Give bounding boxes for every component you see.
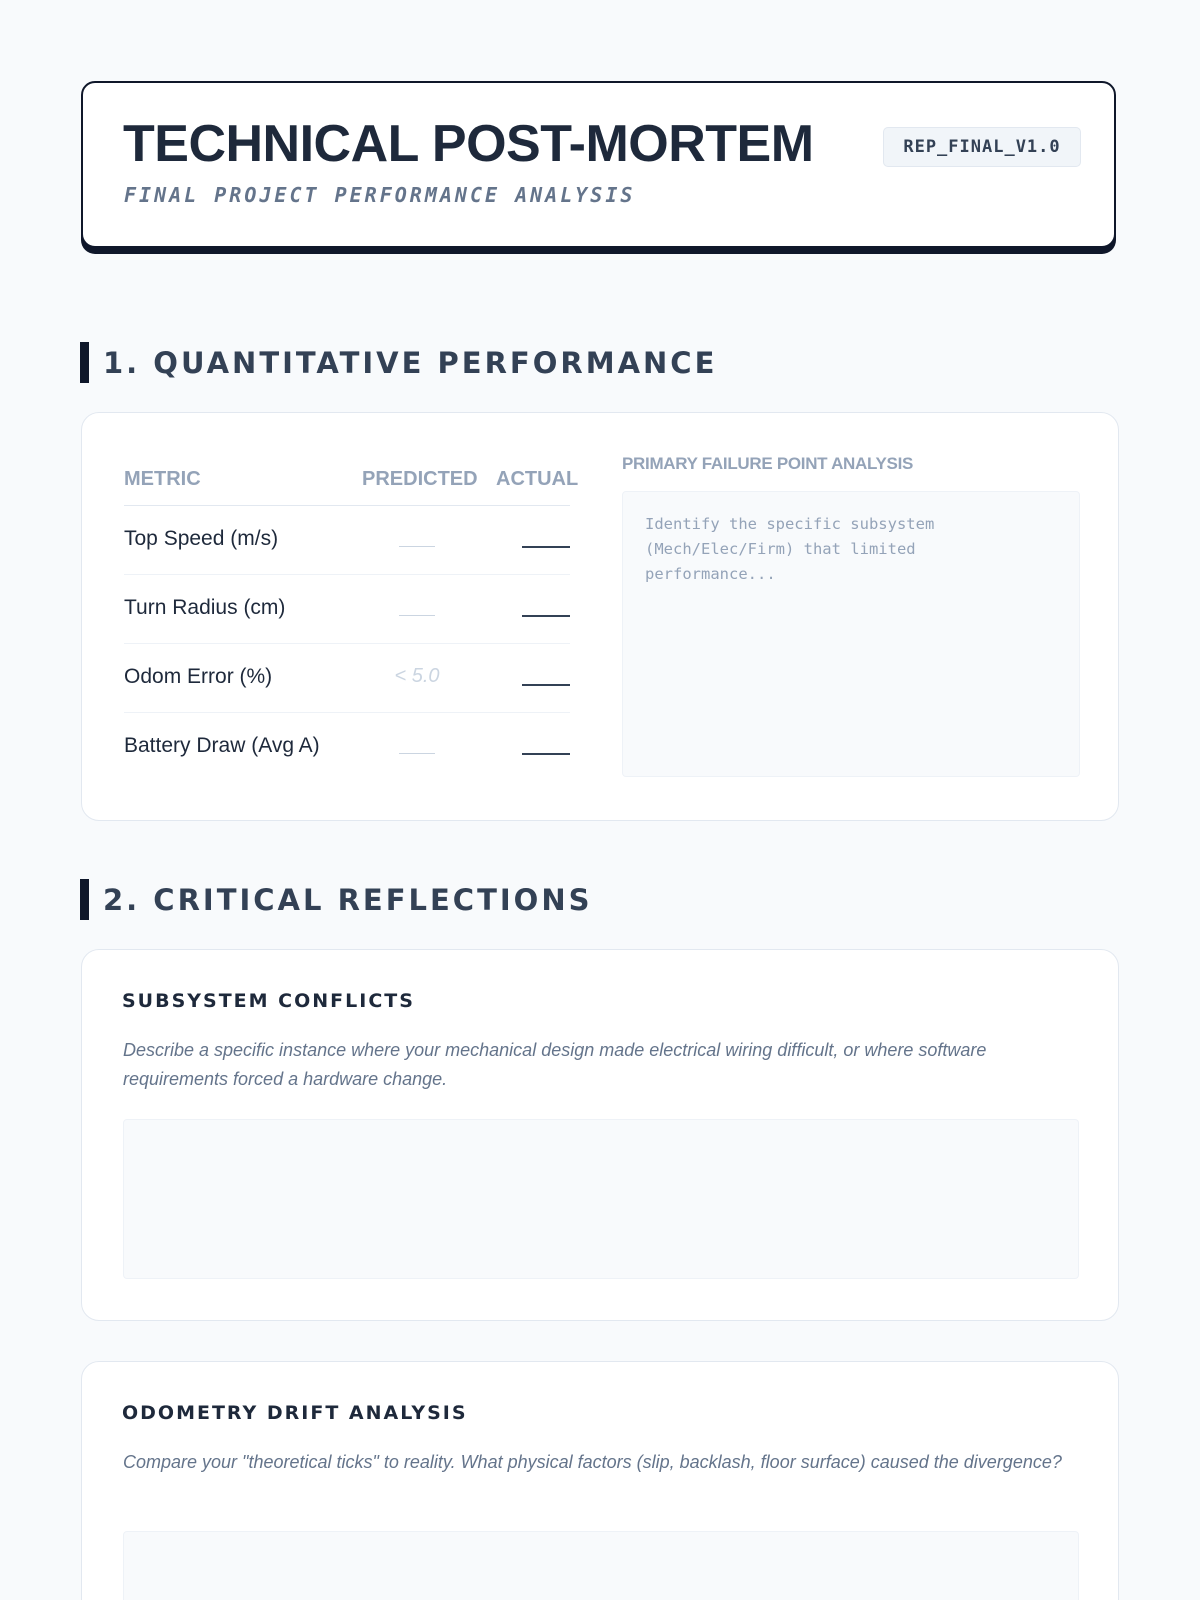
performance-card (81, 412, 1119, 821)
metric-name: Odom Error (%) (124, 665, 273, 688)
table-row (124, 713, 570, 781)
section-heading-reflections (80, 879, 592, 920)
table-row (124, 644, 570, 713)
reflection-title: SUBSYSTEM CONFLICTS (122, 990, 415, 1012)
section-title: 1. QUANTITATIVE PERFORMANCE (103, 345, 718, 380)
column-header-metric: METRIC (124, 468, 201, 490)
actual-input[interactable] (522, 684, 570, 686)
predicted-input[interactable]: < 5.0 (394, 665, 440, 687)
section-title: 2. CRITICAL REFLECTIONS (103, 882, 593, 917)
metric-name: Turn Radius (cm) (124, 596, 286, 619)
reflection-card-subsystem-conflicts (81, 949, 1119, 1321)
metrics-table (124, 458, 579, 781)
column-header-predicted: PREDICTED (362, 468, 478, 490)
section-accent-bar (80, 879, 89, 920)
document-subtitle: FINAL PROJECT PERFORMANCE ANALYSIS (124, 183, 636, 207)
actual-input[interactable] (522, 753, 570, 755)
column-header-actual: ACTUAL (496, 468, 579, 490)
odometry-drift-textarea[interactable] (123, 1531, 1079, 1600)
reflection-title: ODOMETRY DRIFT ANALYSIS (122, 1402, 468, 1424)
metric-name: Battery Draw (Avg A) (124, 734, 320, 757)
table-row (124, 506, 570, 575)
section-accent-bar (80, 342, 89, 383)
subsystem-conflicts-textarea[interactable] (123, 1119, 1079, 1279)
report-id-badge: REP_FINAL_V1.0 (883, 127, 1081, 167)
failure-analysis-placeholder: Identify the specific subsystem (Mech/Elec/Firm) that limited performance... (645, 515, 935, 583)
reflection-prompt: Compare your "theoretical ticks" to reality. What physical factors (slip, backlash, floor surface) caused the divergence? (123, 1452, 1062, 1472)
predicted-input[interactable] (399, 546, 435, 547)
metric-name: Top Speed (m/s) (124, 527, 279, 550)
failure-analysis-label: PRIMARY FAILURE POINT ANALYSIS (622, 454, 914, 473)
predicted-input[interactable] (399, 615, 435, 616)
actual-input[interactable] (522, 615, 570, 617)
table-row (124, 575, 570, 644)
document-title: TECHNICAL POST-MORTEM (123, 115, 814, 173)
section-heading-quantitative (80, 342, 717, 383)
failure-analysis-textarea[interactable] (622, 491, 1080, 777)
reflection-prompt: Describe a specific instance where your mechanical design made electrical wiring difficult, or where software requirements forced a hardware change. (123, 1040, 987, 1089)
reflection-card-odometry-drift (81, 1361, 1119, 1600)
metrics-table-header (124, 458, 579, 506)
predicted-input[interactable] (399, 753, 435, 754)
header-card (81, 81, 1116, 248)
actual-input[interactable] (522, 546, 570, 548)
